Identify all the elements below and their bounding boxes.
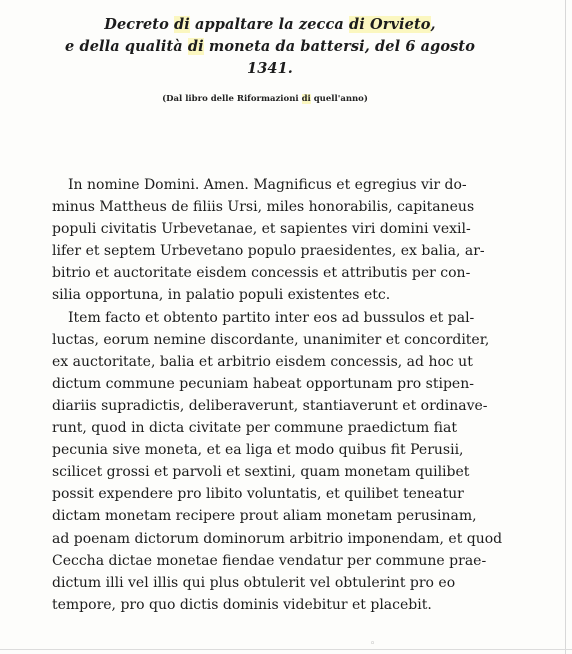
text-line: ad poenam dictorum dominorum arbitrio imponendam, et quod	[52, 530, 503, 547]
text-line: diariis supradictis, deliberaverunt, stantiaverunt et ordinave-	[52, 397, 488, 414]
text-line: possit expendere pro libito voluntatis, et quilibet teneatur	[52, 486, 464, 503]
page-edge-divider	[565, 0, 566, 654]
text-line: tempore, pro quo dictis dominis videbitur et placebit.	[52, 596, 432, 613]
document-title	[40, 14, 500, 80]
text-line: Ceccha dictae monetae fiendae vendatur per commune prae-	[52, 552, 487, 569]
text-line: dictum commune pecuniam habeat opportunam pro stipen-	[52, 375, 474, 392]
text-line: lifer et septem Urbevetano populo praesidentes, ex balia, ar-	[52, 243, 485, 260]
source-note	[100, 94, 430, 104]
text-line: dictam monetam recipere prout aliam monetam perusinam,	[52, 508, 477, 525]
text-line: silia opportuna, in palatio populi existentes etc.	[52, 287, 391, 304]
title-line-2	[40, 36, 500, 80]
document-body	[52, 174, 503, 616]
page-bottom-divider	[0, 649, 572, 650]
text-line: scilicet grossi et parvoli et sextini, quam monetam quilibet	[52, 464, 470, 481]
title-text: , del 6 agosto 1341.	[247, 38, 475, 77]
title-text: e della qualità	[64, 38, 188, 55]
title-highlight: di	[174, 16, 190, 33]
text-line: minus Mattheus de filiis Ursi, miles honorabilis, capitaneus	[52, 199, 475, 216]
title-line-1	[40, 14, 500, 36]
text-line: ex auctoritate, balia et arbitrio eisdem concessis, ad hoc ut	[52, 353, 473, 370]
text-line: runt, quod in dicta civitate per commune praedictum fiat	[52, 420, 457, 437]
title-text: appaltare la zecca	[189, 16, 350, 33]
paragraph	[52, 307, 503, 616]
text-line: luctas, eorum nemine discordante, unanimiter et concorditer,	[52, 331, 490, 348]
title-highlight: di Orvieto	[349, 16, 431, 33]
title-text: Decreto	[104, 16, 175, 33]
source-text: (Dal libro delle Riformazioni	[162, 94, 302, 104]
title-text: ,	[430, 16, 436, 33]
text-line: bitrio et auctoritate eisdem concessis et attributis per con-	[52, 265, 471, 282]
source-text: quell'anno)	[310, 94, 368, 104]
text-line: In nomine Domini. Amen. Magnificus et egregius vir do-	[68, 177, 467, 193]
title-text: moneta da battersi	[203, 38, 365, 55]
text-line: Item facto et obtento partito inter eos ad bussulos et pal-	[68, 309, 475, 326]
source-highlight: di	[301, 94, 311, 104]
text-line: dictum illi vel illis qui plus obtulerit vel obtulerint pro eo	[52, 574, 456, 591]
text-line: pecunia sive moneta, et ea liga et modo quibus fit Perusii,	[52, 442, 464, 459]
paragraph	[52, 174, 485, 307]
text-line: populi civitatis Urbevetanae, et sapientes viri domini vexil-	[52, 221, 471, 238]
title-highlight: di	[187, 38, 204, 55]
page-speck: ◦	[370, 639, 376, 649]
